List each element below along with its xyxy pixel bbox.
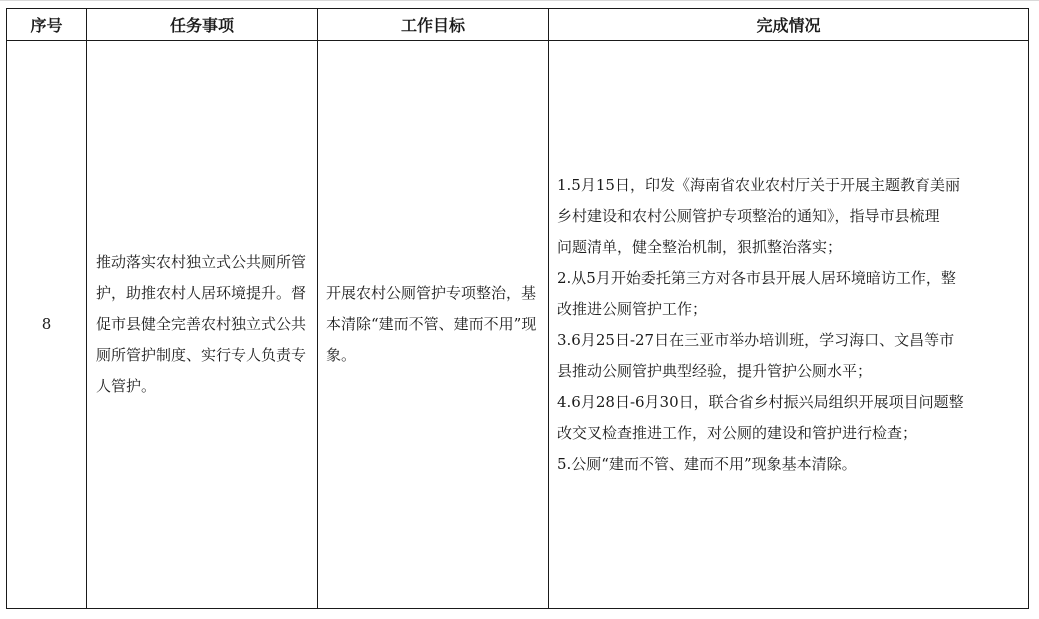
status-line: 1.5月15日，印发《海南省农业农村厅关于开展主题教育美丽 [557,175,960,194]
table-header-row [7,9,1029,41]
status-line: 改交叉检查推进工作，对公厕的建设和管护进行检查； [557,423,918,442]
task-item-cell: 推动落实农村独立式公共厕所管护，助推农村人居环境提升。督促市县健全完善农村独立式公共厕所管护制度、实行专人负责专人管护。 [87,41,318,609]
status-line: 问题清单，健全整治机制，狠抓整治落实； [557,237,843,256]
status-line: 2.从5月开始委托第三方对各市县开展人居环境暗访工作，整 [557,268,956,287]
work-goal-cell: 开展农村公厕管护专项整治，基本清除“建而不管、建而不用”现象。 [318,41,549,609]
status-line: 4.6月28日-6月30日，联合省乡村振兴局组织开展项目问题整 [557,392,964,411]
table-row [7,41,1029,609]
task-progress-table [6,8,1029,609]
row-number-cell: 8 [7,41,87,609]
status-line: 3.6月25日-27日在三亚市举办培训班，学习海口、文昌等市 [557,330,955,349]
header-status: 完成情况 [549,9,1029,41]
completion-status-cell [549,41,1029,609]
header-goal: 工作目标 [318,9,549,41]
header-num: 序号 [7,9,87,41]
status-line: 县推动公厕管护典型经验，提升管护公厕水平； [557,361,873,380]
status-line: 5.公厕“建而不管、建而不用”现象基本清除。 [557,454,857,473]
status-line: 乡村建设和农村公厕管护专项整治的通知》，指导市县梳理 [557,206,940,225]
page-top-rule [0,0,1039,1]
header-task: 任务事项 [87,9,318,41]
status-line: 改推进公厕管护工作； [557,299,708,318]
